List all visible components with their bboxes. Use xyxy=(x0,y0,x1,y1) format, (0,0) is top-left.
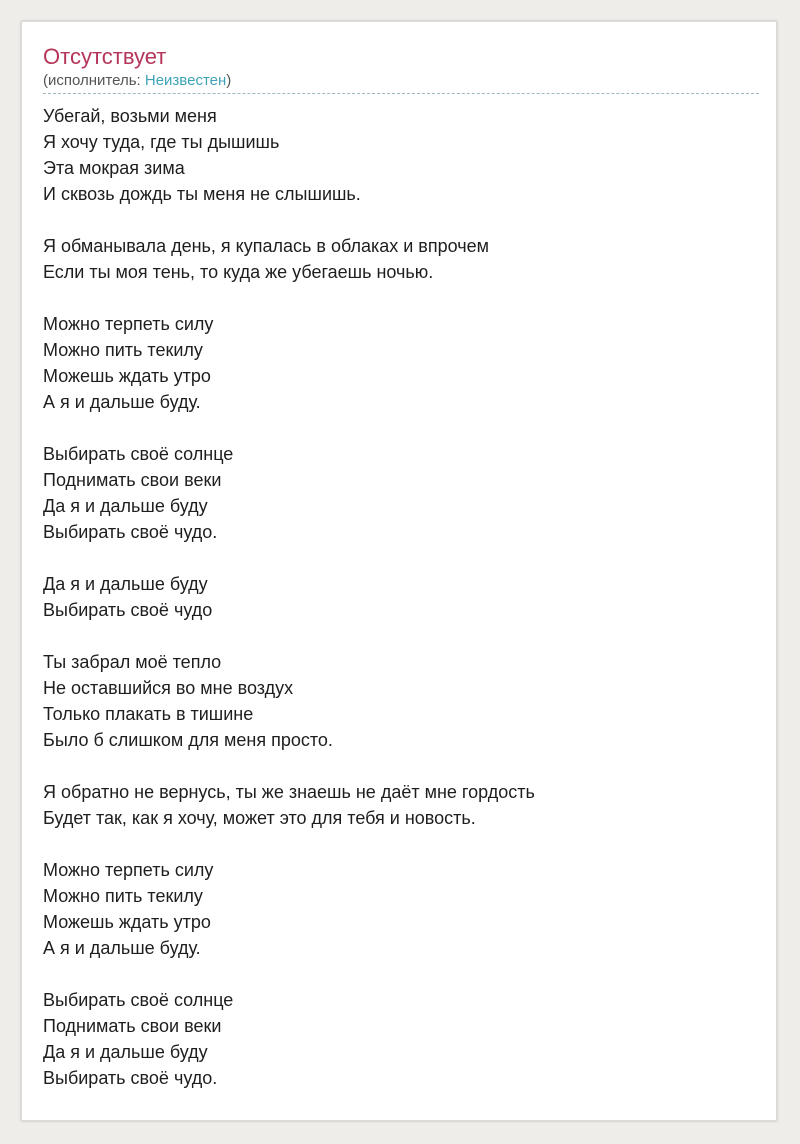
lyric-line: Выбирать своё чудо. xyxy=(43,522,218,542)
stanza xyxy=(43,649,759,753)
lyric-line: Я обратно не вернусь, ты же знаешь не даёт мне гордость xyxy=(43,782,535,802)
lyric-line: Можно пить текилу xyxy=(43,340,203,360)
song-title: Отсутствует xyxy=(43,44,167,69)
artist-byline xyxy=(43,71,231,91)
artist-link[interactable]: Неизвестен xyxy=(144,72,227,89)
stanza xyxy=(43,779,759,831)
lyrics-card xyxy=(21,21,777,1121)
lyric-line: А я и дальше буду. xyxy=(43,938,201,958)
lyric-line: Можешь ждать утро xyxy=(43,366,211,386)
lyric-line: Можно терпеть силу xyxy=(43,314,214,334)
lyric-line: Можно терпеть силу xyxy=(43,860,214,880)
stanza xyxy=(43,571,759,623)
lyric-line: Было б слишком для меня просто. xyxy=(43,730,333,750)
lyric-line: Я хочу туда, где ты дышишь xyxy=(43,132,280,152)
lyric-line: Да я и дальше буду xyxy=(43,496,208,516)
lyric-line: Поднимать свои веки xyxy=(43,470,222,490)
lyric-line: И сквозь дождь ты меня не слышишь. xyxy=(43,184,361,204)
title-divider xyxy=(43,93,759,94)
lyric-line: Эта мокрая зима xyxy=(43,158,185,178)
lyric-line: Выбирать своё солнце xyxy=(43,444,234,464)
lyric-line: Выбирать своё чудо. xyxy=(43,1068,218,1088)
stanza xyxy=(43,233,759,285)
lyric-line: А я и дальше буду. xyxy=(43,392,201,412)
lyric-line: Да я и дальше буду xyxy=(43,1042,208,1062)
lyric-line: Не оставшийся во мне воздух xyxy=(43,678,294,698)
byline-suffix: ) xyxy=(226,72,232,89)
lyric-line: Ты забрал моё тепло xyxy=(43,652,222,672)
stanza xyxy=(43,103,759,207)
lyric-line: Будет так, как я хочу, может это для тебя и новость. xyxy=(43,808,476,828)
lyric-line: Выбирать своё чудо xyxy=(43,600,213,620)
lyric-line: Если ты моя тень, то куда же убегаешь ночью. xyxy=(43,262,434,282)
lyric-line: Можешь ждать утро xyxy=(43,912,211,932)
stanza xyxy=(43,441,759,545)
lyrics-body xyxy=(43,103,759,1117)
lyric-line: Выбирать своё солнце xyxy=(43,990,234,1010)
stanza xyxy=(43,987,759,1091)
lyric-line: Поднимать свои веки xyxy=(43,1016,222,1036)
lyric-line: Да я и дальше буду xyxy=(43,574,208,594)
lyric-line: Убегай, возьми меня xyxy=(43,106,217,126)
lyric-line: Можно пить текилу xyxy=(43,886,203,906)
lyric-line: Только плакать в тишине xyxy=(43,704,254,724)
lyric-line: Я обманывала день, я купалась в облаках и впрочем xyxy=(43,236,490,256)
stanza xyxy=(43,311,759,415)
stanza xyxy=(43,857,759,961)
byline-prefix: (исполнитель: xyxy=(43,72,145,89)
